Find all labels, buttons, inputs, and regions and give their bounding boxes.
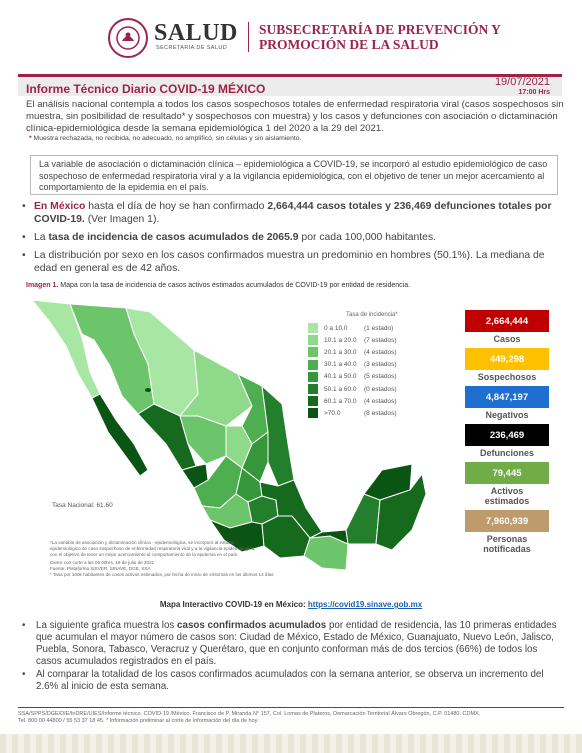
legend-range: >70.0 <box>324 409 341 417</box>
page-header <box>0 0 582 62</box>
legend-swatch <box>308 384 318 394</box>
stat-label: Defunciones <box>479 448 534 458</box>
legend-row <box>308 359 418 371</box>
stat-value-box: 7,960,939 <box>465 510 549 532</box>
bottom-paragraphs <box>22 620 562 694</box>
decorative-pattern <box>0 734 582 753</box>
stat-negative <box>462 386 552 420</box>
map-notes <box>50 540 290 578</box>
map-legend <box>308 312 418 420</box>
image-caption-label: Imagen 1. <box>26 282 59 289</box>
report-date: 19/07/2021 <box>494 76 550 88</box>
footnote: * Muestra rechazada, no recibida, no adecuado, no amplificó, sin células y sin aislamiento. <box>29 135 302 142</box>
stat-value-box: 4,847,197 <box>465 386 549 408</box>
key-facts-list <box>22 200 562 280</box>
fact-text: por cada 100,000 habitantes. <box>298 232 437 243</box>
intro-paragraph: El análisis nacional contempla a todos los casos sospechosos totales de enfermedad respiratoria viral (casos sospechosos sin muestra, sin posibilidad de resultado* y sospechosos con muestra) y los casos y defunciones con asociación o dictaminación clínica-epidemiológica desde la semana epidemiológica 1 del 2020 a la 29 del 2021. <box>26 99 564 134</box>
stat-cases <box>462 310 552 344</box>
legend-range: 40.1 a 50.0 <box>324 373 357 381</box>
legend-range: 10.1 a 20.0 <box>324 336 357 344</box>
stat-label: Negativos <box>485 410 529 420</box>
legend-row <box>308 371 418 383</box>
map-note-line: Cierre con corte a las 06:00hrs, 19 de julio de 2021 <box>50 560 155 566</box>
header-title-line-2: PROMOCIÓN DE LA SALUD <box>259 37 439 52</box>
footer-divider <box>18 707 564 708</box>
legend-swatch <box>308 323 318 333</box>
stat-label: Sospechosos <box>477 372 537 382</box>
stat-deaths <box>462 424 552 458</box>
p1-bold: casos confirmados acumulados <box>177 620 327 631</box>
info-box: La variable de asociación o dictaminación clínica – epidemiológica a COVID-19, se incorporó al estudio epidemiológico de caso sospechoso de enfermedad respiratoria viral y a la vigilancia epidemiológica, con el objetivo de tener un mejor acercamiento al comportamiento de la epidemia en el país. <box>30 155 558 195</box>
p1-text: por entidad de residencia, las 10 primeras entidades que acumulan el mayor número de casos son: Ciudad de México, Estado de México, Guanajuato, Nuevo León, Jalisco, Puebla, Sonora, Tabasco, Veracruz y Querétaro, que en conjunto conforman más de dos tercios (66%) de todos los casos acumulados registrados en el país. <box>36 620 557 667</box>
report-title-bar <box>18 74 562 96</box>
header-divider <box>248 22 249 52</box>
fact-ref: (Ver Imagen 1). <box>84 214 160 225</box>
legend-range: 50.1 a 60.0 <box>324 385 357 393</box>
legend-count: (4 estados) <box>364 348 397 356</box>
stat-label: Casos <box>493 334 521 344</box>
legend-range: 0 a 10.0 <box>324 324 348 332</box>
page-footer <box>18 711 564 725</box>
bottom-paragraph-1 <box>22 620 562 668</box>
legend-row <box>308 322 418 334</box>
fact-text: La <box>34 232 49 243</box>
fact-demographics: • La distribución por sexo en los casos confirmados muestra un predominio en hombres (50.1%). La mediana de edad en general es de 42 años. <box>22 249 562 275</box>
image-caption-text: Mapa con la tasa de incidencia de casos activos estimados acumulados de COVID-19 por entidad de residencia. <box>58 282 411 289</box>
stat-notified <box>462 510 552 554</box>
bottom-paragraph-2: • Al comparar la totalidad de los casos confirmados acumulados con la semana anterior, se observa un incremento del 2.6% al inicio de esta semana. <box>22 669 562 693</box>
legend-row <box>308 334 418 346</box>
map-note-line: epidemiológico de caso sospechoso de enfermedad respiratoria viral y a la vigilancia epidemiológica, <box>50 545 256 551</box>
stat-suspected <box>462 348 552 382</box>
map-note-line: Fuente: Plataforma SISVER, SINAVE, DGE, SSA <box>50 566 151 572</box>
footnote-text: Muestra rechazada, no recibida, no adecuado, no amplificó, sin células y sin aislamiento. <box>33 135 302 142</box>
fact-confirmed-cases <box>22 200 562 226</box>
link-prefix: Mapa Interactivo COVID-19 en México: <box>159 600 308 609</box>
legend-swatch <box>308 396 318 406</box>
legend-row <box>308 407 418 419</box>
legend-count: (3 estados) <box>364 361 397 369</box>
legend-swatch <box>308 408 318 418</box>
logo-wordmark: SALUD <box>154 20 238 46</box>
fact-text: hasta el día de hoy se han confirmado <box>85 201 268 212</box>
logo-subtitle: SECRETARÍA DE SALUD <box>156 45 228 51</box>
stat-value-box: 79,445 <box>465 462 549 484</box>
stat-active <box>462 462 552 506</box>
interactive-map-link[interactable]: https://covid19.sinave.gob.mx <box>307 600 423 609</box>
fact-totals: 2,664,444 casos totales y 236,469 defunciones totales por COVID-19. <box>34 201 552 225</box>
header-title <box>259 22 559 52</box>
p1-text: La siguiente grafica muestra los <box>36 620 178 631</box>
legend-range: 20.1 a 30.0 <box>324 348 357 356</box>
map-note-line: *La variable de asociación y dictaminación clínica - epidemiológica, se incorporó al estudio <box>50 540 235 545</box>
legend-swatch <box>308 335 318 345</box>
legend-swatch <box>308 360 318 370</box>
national-rate: Tasa Nacional: 61.60 <box>52 502 113 509</box>
legend-count: (7 estados) <box>364 336 397 344</box>
legend-count: (8 estados) <box>364 409 397 417</box>
fact-rate: tasa de incidencia de casos acumulados de 2065.9 <box>48 232 299 243</box>
stat-value-box: 236,469 <box>465 424 549 446</box>
legend-range: 30.1 a 40.0 <box>324 361 357 369</box>
footer-line-2: Tel. 800 00 44800 / 55 53 37 18 45. * Información preliminar al corte de información del día de hoy. <box>18 718 259 724</box>
image-caption <box>26 282 410 289</box>
map-note-line: con el objetivo de tener un mejor acercamiento al comportamiento de la epidemia en el país. <box>50 551 239 557</box>
stat-label: Personas notificadas <box>483 534 531 554</box>
stat-value-box: 2,664,444 <box>465 310 549 332</box>
legend-row <box>308 346 418 358</box>
state-campeche <box>346 494 380 544</box>
legend-count: (5 estados) <box>364 373 397 381</box>
fact-incidence <box>22 231 562 244</box>
legend-swatch <box>308 347 318 357</box>
island-marks <box>145 388 151 392</box>
stat-value-box: 449,298 <box>465 348 549 370</box>
legend-swatch <box>308 372 318 382</box>
interactive-map-line <box>0 600 582 609</box>
header-title-line-1: SUBSECRETARÍA DE PREVENCIÓN Y <box>259 22 501 37</box>
report-time: 17:00 Hrs <box>518 89 550 96</box>
fact-country: En México <box>34 201 86 212</box>
legend-count: (0 estados) <box>364 385 397 393</box>
footer-line-1: SSA/SPPS/DGE/DIE/InDRE/UIES/Informe técnico. COVID-19 /México. Francisco de P. Miranda N° 157, Col. Lomas de Plateros, Demarcación Territorial Álvaro Obregón, C.P. 01480. CDMX. <box>18 711 481 717</box>
map-note-line: * Tasa por 100k habitantes de casos activos estimados, por fecha de inicio de síntomas en los últimos 14 días <box>50 571 274 577</box>
legend-count: (4 estados) <box>364 397 397 405</box>
report-title: Informe Técnico Diario COVID-19 MÉXICO <box>26 82 266 96</box>
legend-row <box>308 395 418 407</box>
legend-count: (1 estado) <box>364 324 394 332</box>
legend-row <box>308 383 418 395</box>
government-seal-icon <box>108 18 148 58</box>
legend-range: 60.1 a 70.0 <box>324 397 357 405</box>
stat-label: Activos estimados <box>484 486 530 506</box>
summary-stats <box>462 310 552 558</box>
legend-title: Tasa de incidencia* <box>346 312 398 318</box>
